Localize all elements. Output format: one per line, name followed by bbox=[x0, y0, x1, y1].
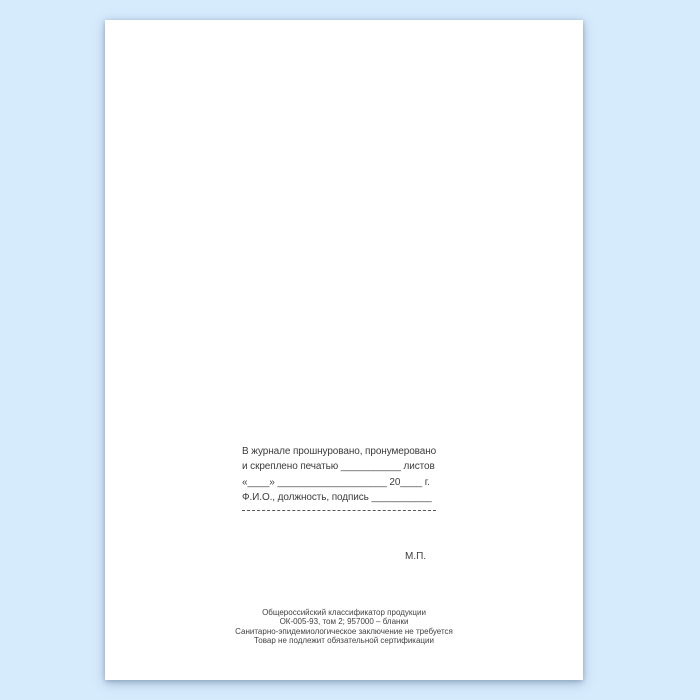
stitching-line-3: «____» ____________________ 20____ г. bbox=[242, 476, 430, 488]
footer-line-4: Товар не подлежит обязательной сертификации bbox=[254, 635, 434, 645]
stitching-certification-block bbox=[242, 444, 442, 506]
dashed-signature-line bbox=[242, 510, 436, 511]
footer-line-2: ОК-005-93, том 2; 957000 – бланки bbox=[279, 617, 409, 627]
stitching-line-1: В журнале прошнуровано, пронумеровано bbox=[242, 446, 437, 457]
document-page bbox=[105, 20, 583, 680]
print-classification-block bbox=[105, 608, 583, 645]
stitching-line-4: Ф.И.О., должность, подпись ___________ bbox=[242, 492, 432, 504]
footer-line-3: Санитарно-эпидемиологическое заключение не требуется bbox=[235, 626, 453, 636]
stitching-line-2: и скреплено печатью ___________ листов bbox=[242, 461, 435, 473]
seal-place-mark: М.П. bbox=[405, 551, 427, 562]
footer-line-1: Общероссийский классификатор продукции bbox=[262, 608, 426, 617]
